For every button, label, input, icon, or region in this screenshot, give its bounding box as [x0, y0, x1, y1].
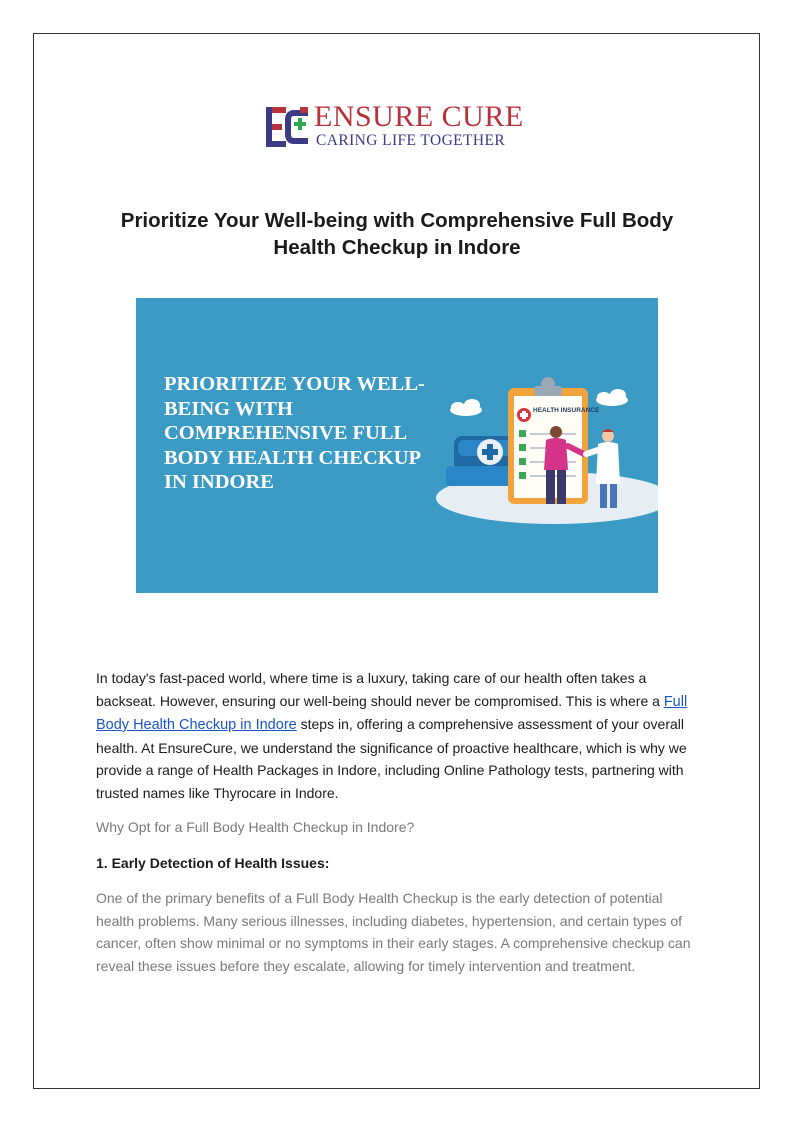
intro-text-start: In today's fast-paced world, where time is a luxury, taking care of our health often takes a backseat. However, ensuring our well-being should never be compromised. This is where a [96, 670, 664, 709]
health-checkup-illustration [426, 374, 658, 524]
section-paragraph: One of the primary benefits of a Full Body Health Checkup is the early detection of potential health problems. Many serious illnesses, including diabetes, hypertension, and certain types of cancer, often show minimal or no symptoms in their early stages. A comprehensive checkup can reveal these issues before they escalate, allowing for timely intervention and treatment. [96, 890, 691, 974]
cloud-icon [596, 389, 628, 406]
brand-logo[interactable] [264, 102, 534, 152]
hero-banner [136, 298, 658, 593]
article-title: Prioritize Your Well-being with Comprehensive Full Body Health Checkup in Indore [120, 209, 674, 259]
brand-name: ENSURE CURE [314, 100, 524, 133]
ensure-cure-logo-icon [264, 104, 310, 150]
why-opt-question: Why Opt for a Full Body Health Checkup in Indore? [96, 819, 415, 835]
clipboard-label: HEALTH INSURANCE [533, 407, 600, 414]
cloud-icon [450, 399, 482, 416]
intro-text-end: steps in, offering a comprehensive assessment of your overall health. At EnsureCure, we understand the significance of proactive healthcare, which is why we provide a range of Health Packages in Indore, including Online Pathology tests, partnering with trusted names like Thyrocare in Indore. [96, 716, 687, 801]
intro-paragraph [96, 667, 700, 804]
full-body-checkup-link[interactable]: Full Body Health Checkup in Indore [96, 693, 688, 733]
brand-tagline: CARING LIFE TOGETHER [316, 132, 506, 149]
section-heading: 1. Early Detection of Health Issues: [96, 855, 330, 871]
banner-headline: PRIORITIZE YOUR WELL-BEING WITH COMPREHENSIVE FULL BODY HEALTH CHECKUP IN INDORE [164, 373, 425, 493]
